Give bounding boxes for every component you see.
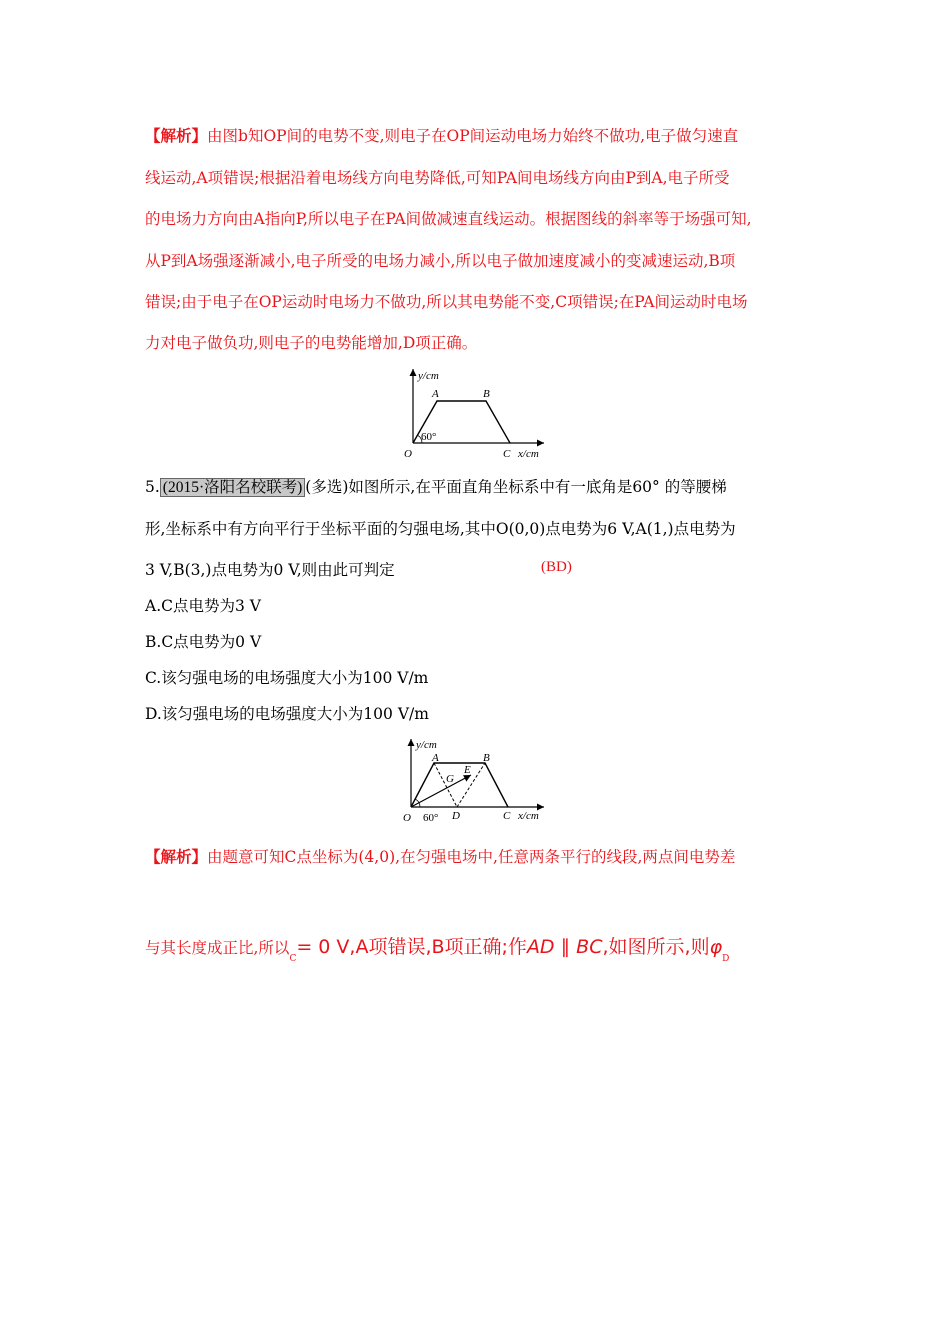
fig2-point-e: E [464,764,471,776]
question-line-1 [145,476,727,499]
fig1-x-label: x/cm [518,448,539,460]
fig1-point-a: A [432,388,439,400]
analysis1-bracket: 【解析】 [145,126,208,145]
question-text-1: (多选)如图所示,在平面直角坐标系中有一底角是60° 的等腰梯 [305,478,727,496]
fig2-trapezoid-shape [411,763,508,807]
analysis2-text-1: 由题意可知C点坐标为(4,0),在匀强电场中,任意两条平行的线段,两点间电势差 [207,848,736,866]
analysis2-parallel: ∥ [554,936,577,958]
fig2-angle-label: 60° [423,812,439,824]
figure-2-trapezoid [400,735,560,835]
analysis1-line-2: 线运动,A项错误;根据沿着电场线方向电势降低,可知PA间电场线方向由P到A,电子所受 [145,169,730,187]
option-d: D.该匀强电场的电场强度大小为100 V/m [145,705,429,723]
figure-1-trapezoid [400,365,560,465]
analysis2-bracket: 【解析】 [145,847,208,866]
analysis2-equation: = 0 V,A项错误,B项正确;作 [296,936,527,958]
fig2-y-label: y/cm [416,739,437,751]
fig2-dashed-ad [434,763,457,807]
fig2-point-b: B [483,752,490,764]
fig1-point-b: B [483,388,490,400]
fig2-point-a: A [432,752,439,764]
analysis1-line-5: 错误;由于电子在OP运动时电场力不做功,所以其电势能不变,C项错误;在PA间运动时电场 [145,293,748,311]
analysis2-phi: φ [709,936,723,958]
analysis1-line-4: 从P到A场强逐渐减小,电子所受的电场力减小,所以电子做加速度减小的变减速运动,B项 [145,252,736,270]
analysis2-ad: AD [526,936,555,958]
fig2-point-g: G [446,773,454,785]
analysis2-sub-c: C [289,954,297,964]
analysis2-prefix: 与其长度成正比,所以 [145,939,290,957]
question-line-2: 形,坐标系中有方向平行于坐标平面的匀强电场,其中O(0,0)点电势为6 V,A(1,)点电势为 [145,520,736,538]
analysis1-line-6: 力对电子做负功,则电子的电势能增加,D项正确。 [145,334,478,352]
option-c: C.该匀强电场的电场强度大小为100 V/m [145,669,429,687]
question-source: (2015·洛阳名校联考) [160,478,306,497]
fig1-point-c: C [503,448,511,460]
question-number: 5. [145,478,160,496]
fig1-origin-label: O [404,448,412,460]
fig2-point-d: D [452,810,460,822]
analysis2-tail: ,如图所示,则 [602,936,710,958]
question-line-3: 3 V,B(3,)点电势为0 V,则由此可判定 [145,561,395,579]
question-answer: (BD) [541,559,572,575]
option-a: A.C点电势为3 V [145,597,261,615]
analysis2-sub-d: D [722,954,730,964]
fig2-x-label: x/cm [518,810,539,822]
analysis1-line-3: 的电场力方向由A指向P,所以电子在PA间做减速直线运动。根据图线的斜率等于场强可知, [145,210,752,228]
fig2-point-c: C [503,810,511,822]
analysis2-line-1 [145,846,735,868]
analysis1-text-1: 由图b知OP间的电势不变,则电子在OP间运动电场力始终不做功,电子做匀速直 [207,127,739,145]
option-b: B.C点电势为0 V [145,633,262,651]
analysis1-line-1 [145,125,738,147]
analysis2-line-2 [145,932,729,974]
fig2-origin-label: O [403,812,411,824]
fig1-angle-label: 60° [421,431,437,443]
fig2-dashed-db [457,763,485,807]
fig1-y-label: y/cm [418,370,439,382]
analysis2-bc: BC [576,936,603,958]
